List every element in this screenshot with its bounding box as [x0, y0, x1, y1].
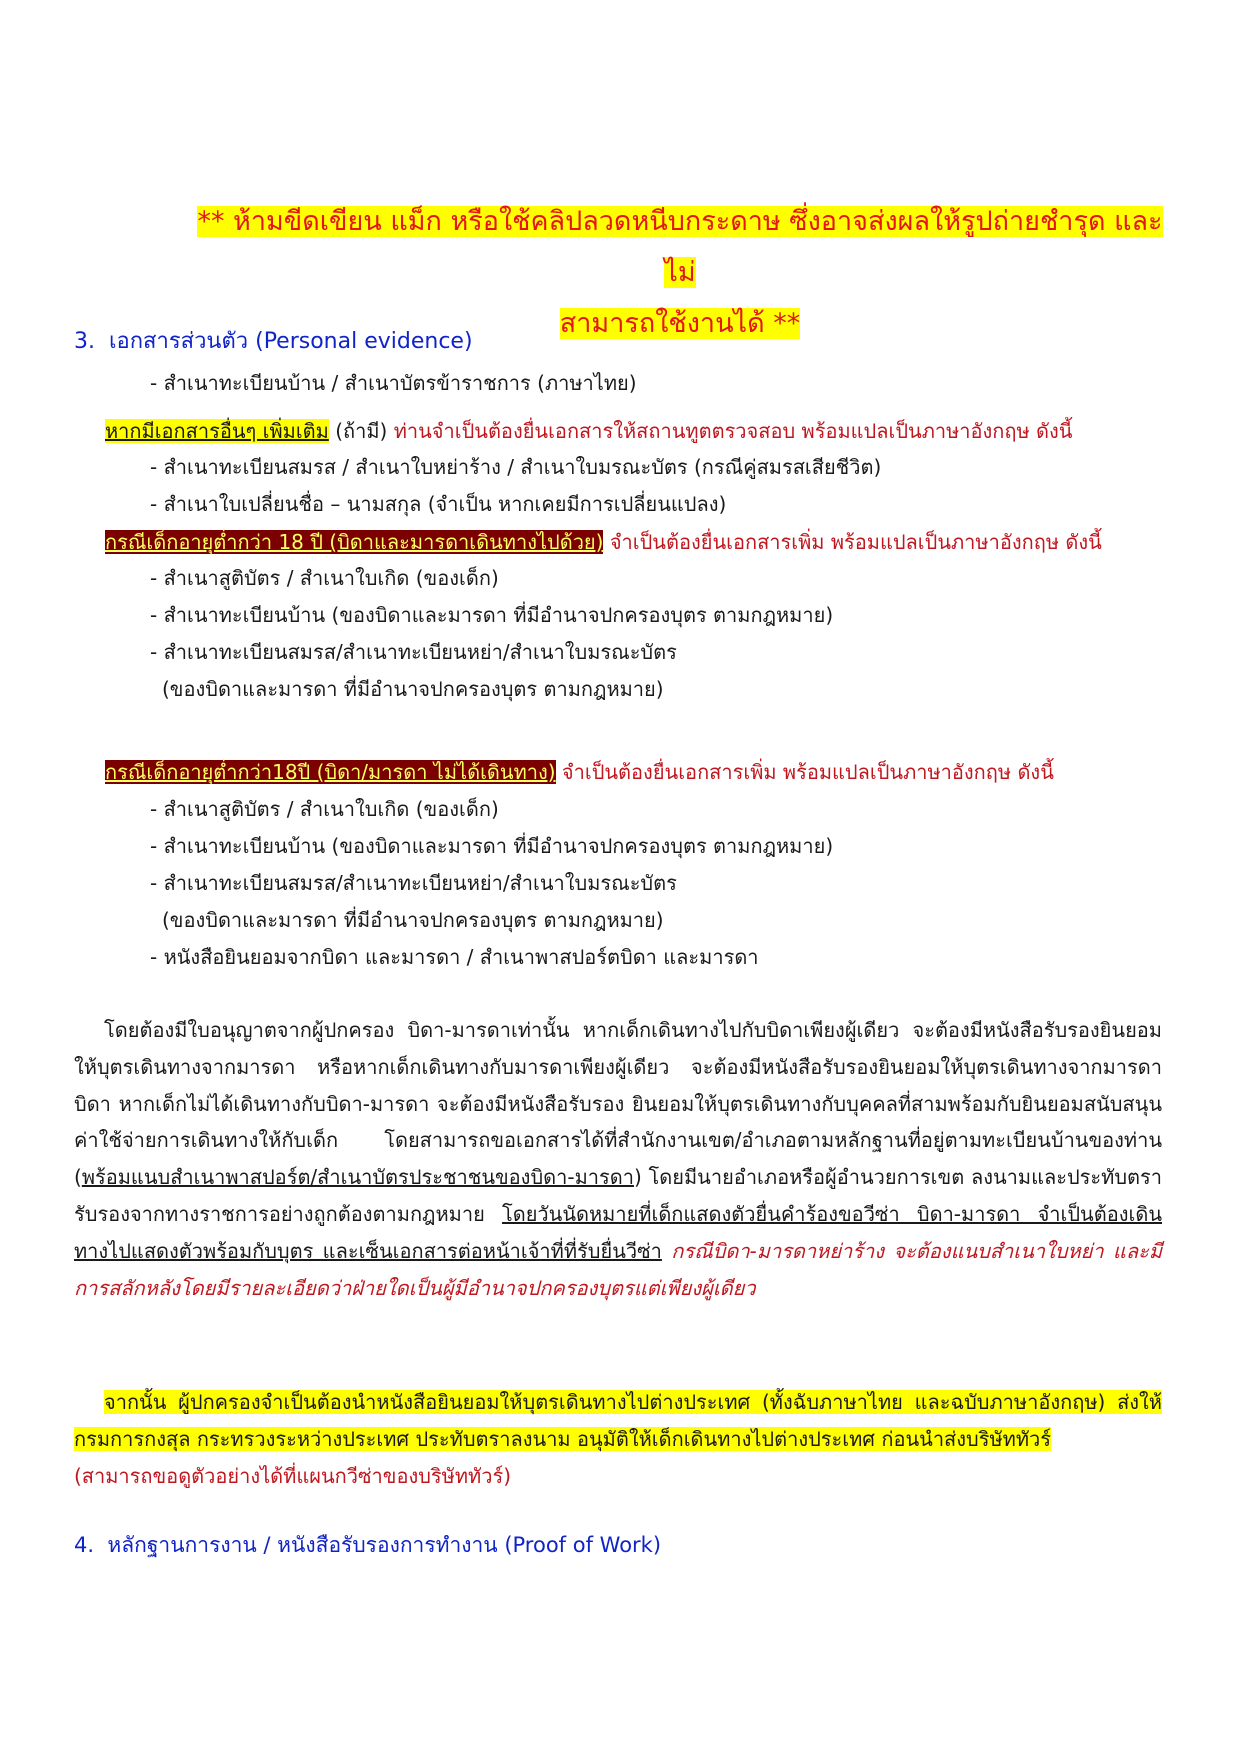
warning-line-1: ** ห้ามขีดเขียน แม็ก หรือใช้คลิปลวดหนีบกระดาษ ซึ่งอาจส่งผลให้รูปถ่ายชำรุด และไม่: [197, 206, 1163, 288]
list-item: - สำเนาทะเบียนสมรส/สำเนาทะเบียนหย่า/สำเนาใบมรณะบัตร: [150, 640, 677, 664]
section-3-number: 3.: [74, 329, 95, 354]
extra-documents-note: ท่านจำเป็นต้องยื่นเอกสารให้สถานทูตตรวจสอบ พร้อมแปลเป็นภาษาอังกฤษ ดังนี้: [393, 419, 1073, 443]
child-without-parents-label: กรณีเด็กอายุต่ำกว่า18ปี (บิดา/มารดา ไม่ได้เดินทาง): [105, 760, 556, 784]
section-3-heading: [74, 327, 473, 357]
mfa-paragraph: [74, 1384, 1162, 1494]
child-with-parents-heading: [105, 527, 1102, 557]
list-item: - สำเนาทะเบียนสมรส/สำเนาทะเบียนหย่า/สำเนาใบมรณะบัตร: [150, 871, 677, 895]
list-item: - สำเนาสูติบัตร / สำเนาใบเกิด (ของเด็ก): [150, 797, 499, 821]
warning-line-2: สามารถใช้งานได้ **: [559, 308, 801, 339]
child-without-parents-note: จำเป็นต้องยื่นเอกสารเพิ่ม พร้อมแปลเป็นภาษาอังกฤษ ดังนี้: [561, 760, 1054, 784]
list-item: - หนังสือยินยอมจากบิดา และมารดา / สำเนาพาสปอร์ตบิดา และมารดา: [150, 945, 759, 969]
section-4-heading: [74, 1530, 661, 1560]
list-item: - สำเนาสูติบัตร / สำเนาใบเกิด (ของเด็ก): [150, 566, 499, 590]
consent-paragraph: [74, 1012, 1162, 1306]
child-with-parents-label: กรณีเด็กอายุต่ำกว่า 18 ปี (บิดาและมารดาเดินทางไปด้วย): [105, 530, 604, 554]
section-4-title: หลักฐานการงาน / หนังสือรับรองการทำงาน (Proof of Work): [107, 1533, 662, 1557]
consent-text-1: โดยต้องมีใบอนุญาตจากผู้ปกครอง บิดา-มารดาเท่านั้น หากเด็กเดินทางไปกับบิดาเพียงผู้เดียว จะต้องมีหนังสือรับรองยินยอมให้บุตรเดินทางจากมารดา หรือหากเด็กเดินทางกับมารดาเพียงผู้เดียว จะต้องมีหนังสือรับรองยินยอมให้บุตรเดินทางจากมารดาบิดา หากเด็กไม่ได้เดินทางกับบิดา-มารดา จะต้องมีหนังสือรับรอง ยินยอมให้บุตรเดินทางกับบุคคลที่สามพร้อมกับยินยอมสนับสนุนค่าใช้จ่ายการเดินทางให้กับเด็ก โดยสามารถขอเอกสารได้ที่สำนักงานเขต/อำเภอตามหลักฐานที่อยู่ตามทะเบียนบ้านของท่าน (: [74, 1018, 1162, 1190]
extra-documents-label: หากมีเอกสารอื่นๆ เพิ่มเติม: [105, 419, 329, 443]
list-item: - สำเนาทะเบียนบ้าน (ของบิดาและมารดา ที่มีอำนาจปกครองบุตร ตามกฎหมาย): [150, 603, 834, 627]
section-4-number: 4.: [74, 1533, 95, 1557]
extra-documents-heading: [105, 416, 1072, 446]
extra-documents-optional: (ถ้ามี): [335, 419, 388, 443]
consent-underline-2: โดยวันนัดหมายที่เด็กแสดงตัวยื่นคำร้องขอวีซ่า บิดา-มารดา จำเป็นต้องเดินทางไปแสดงตัวพร้อมกับบุตร และเซ็นเอกสารต่อหน้าเจ้าที่ที่รับยื่นวีซ่า: [74, 1201, 1162, 1263]
section-3-title: เอกสารส่วนตัว (Personal evidence): [109, 329, 473, 354]
list-item: (ของบิดาและมารดา ที่มีอำนาจปกครองบุตร ตามกฎหมาย): [162, 677, 664, 701]
list-item: (ของบิดาและมารดา ที่มีอำนาจปกครองบุตร ตามกฎหมาย): [162, 908, 664, 932]
list-item: - สำเนาใบเปลี่ยนชื่อ – นามสกุล (จำเป็น หากเคยมีการเปลี่ยนแปลง): [150, 492, 727, 516]
list-item: - สำเนาทะเบียนบ้าน / สำเนาบัตรข้าราชการ (ภาษาไทย): [150, 371, 637, 395]
mfa-highlighted-text: จากนั้น ผู้ปกครองจำเป็นต้องนำหนังสือยินยอมให้บุตรเดินทางไปต่างประเทศ (ทั้งฉับภาษาไทย และฉบับภาษาอังกฤษ) ส่งให้กรมการกงสุล กระทรวงระหว่างประเทศ ประทับตราลงนาม อนุมัติให้เด็กเดินทางไปต่างประเทศ ก่อนนำส่งบริษัททัวร์: [74, 1390, 1162, 1451]
list-item: - สำเนาทะเบียนสมรส / สำเนาใบหย่าร้าง / สำเนาใบมรณะบัตร (กรณีคู่สมรสเสียชีวิต): [150, 455, 882, 479]
consent-divorce-note: กรณีบิดา-มารดาหย่าร้าง จะต้องแนบสำเนาใบหย่า และมีการสลักหลังโดยมีรายละเอียดว่าฝ่ายใดเป็นผู้มีอำนาจปกครองบุตรแต่เพียงผู้เดียว: [74, 1238, 1163, 1300]
child-without-parents-heading: [105, 757, 1054, 787]
list-item: - สำเนาทะเบียนบ้าน (ของบิดาและมารดา ที่มีอำนาจปกครองบุตร ตามกฎหมาย): [150, 834, 834, 858]
child-with-parents-note: จำเป็นต้องยื่นเอกสารเพิ่ม พร้อมแปลเป็นภาษาอังกฤษ ดังนี้: [609, 530, 1102, 554]
consent-underline-1: พร้อมแนบสำเนาพาสปอร์ต/สำเนาบัตรประชาชนของบิดา-มารดา: [81, 1165, 634, 1190]
consent-text-2: ) โดยมีนายอำเภอหรือผู้อำนวยการเขต ลงนามและประทับตรารับรองจากทางราชการอย่างถูกต้องตามกฎหมาย: [74, 1165, 1162, 1226]
mfa-note: (สามารถขอดูตัวอย่างได้ที่แผนกวีซ่าของบริษัททัวร์): [74, 1463, 511, 1488]
